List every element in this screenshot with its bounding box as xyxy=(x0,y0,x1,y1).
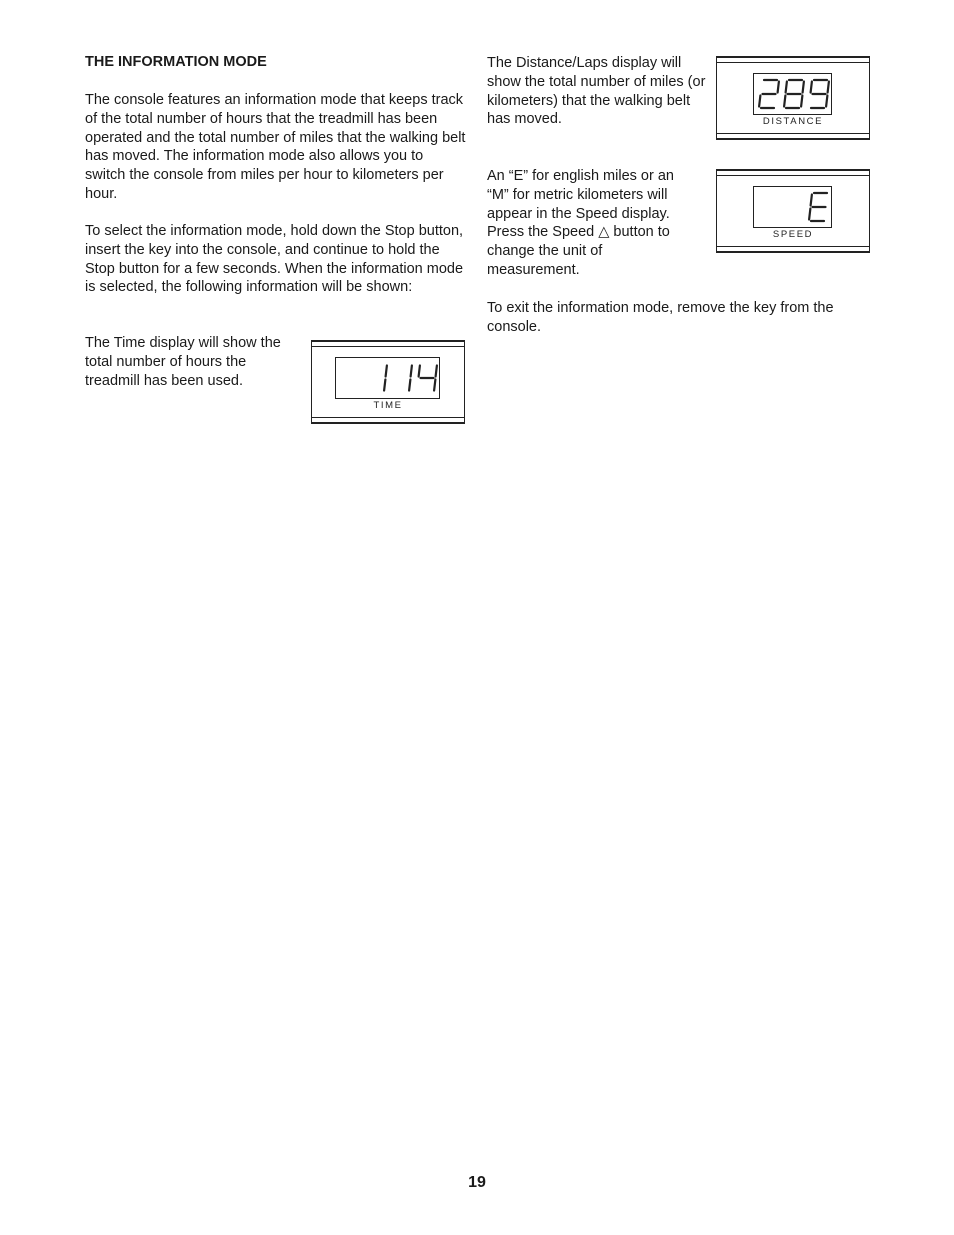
speed-display-panel xyxy=(716,169,870,253)
speed-label: SPEED xyxy=(772,229,814,240)
lcd-segment xyxy=(434,380,435,391)
speed-display-paragraph: An “E” for english miles or an “M” for metric kilometers will appear in the Speed display. Press the Speed △ button to change the unit of measurement. xyxy=(487,168,674,278)
distance-lcd xyxy=(753,73,832,115)
distance-lcd-digits xyxy=(754,74,831,114)
distance-display-panel xyxy=(716,56,870,140)
distance-display-paragraph: The Distance/Laps display will show the total number of miles (or kilometers) that the walking belt has moved. xyxy=(487,55,706,128)
time-display-paragraph: The Time display will show the total number of hours the treadmill has been used. xyxy=(85,335,281,389)
lcd-segment xyxy=(386,366,387,377)
lcd-segment xyxy=(759,96,760,107)
lcd-segment xyxy=(828,82,829,93)
time-label: TIME xyxy=(373,400,403,411)
speed-lcd xyxy=(753,186,832,228)
distance-label: DISTANCE xyxy=(762,116,824,127)
lcd-segment xyxy=(811,82,812,93)
lcd-segment xyxy=(411,366,412,377)
lcd-segment xyxy=(809,209,810,220)
time-lcd-digits xyxy=(336,358,439,398)
page-number: 19 xyxy=(468,1174,486,1191)
lcd-segment xyxy=(409,380,410,391)
select-mode-paragraph: To select the information mode, hold down the Stop button, insert the key into the console, and continue to hold the Stop button for a few seconds. When the information mode is selected, the following information will be shown: xyxy=(85,223,464,296)
lcd-segment xyxy=(803,82,804,93)
time-display-panel xyxy=(311,340,465,424)
lcd-segment xyxy=(384,380,385,391)
lcd-segment xyxy=(811,195,812,206)
speed-lcd-digits xyxy=(754,187,831,227)
lcd-segment xyxy=(826,96,827,107)
lcd-segment xyxy=(778,82,779,93)
lcd-segment xyxy=(784,96,785,107)
exit-mode-paragraph: To exit the information mode, remove the key from the console. xyxy=(487,300,834,335)
lcd-segment xyxy=(419,366,420,377)
time-lcd xyxy=(335,357,440,399)
lcd-segment xyxy=(786,82,787,93)
section-heading: THE INFORMATION MODE xyxy=(85,54,267,70)
lcd-segment xyxy=(801,96,802,107)
lcd-segment xyxy=(436,366,437,377)
intro-paragraph: The console features an information mode that keeps track of the total number of hours that the treadmill has been operated and the total number of miles that the walking belt has moved. The information mode also allows you to switch the console from miles per hour to kilometers per hour. xyxy=(85,92,466,202)
